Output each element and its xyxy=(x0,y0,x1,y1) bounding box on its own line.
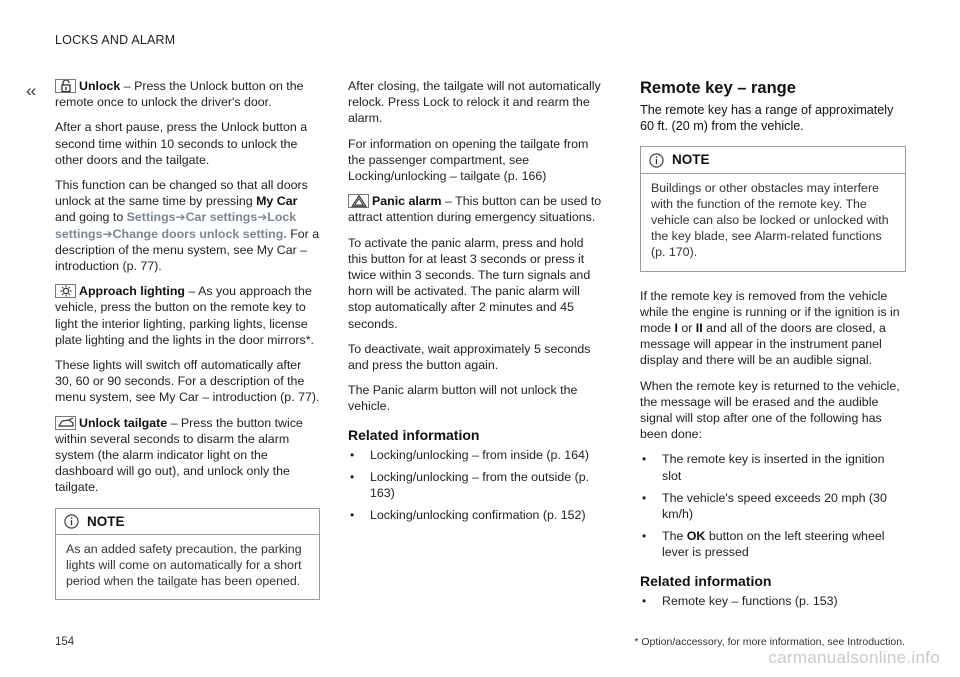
unlock-second-paragraph: After a short pause, press the Unlock button a second time within 10 seconds to unlock the other doors and the tailgate. xyxy=(55,120,308,167)
list-item[interactable]: • Remote key – functions (p. 153) xyxy=(640,593,906,609)
ok-label: OK xyxy=(686,529,706,544)
removed-key-paragraph xyxy=(640,288,906,369)
page-number: 154 xyxy=(55,636,75,648)
list-item xyxy=(640,528,906,560)
column-3 xyxy=(640,78,906,615)
related-info-heading: Related information xyxy=(640,572,772,589)
related-info-heading: Related information xyxy=(348,426,480,443)
panic-paragraph xyxy=(348,193,606,225)
warning-triangle-icon xyxy=(348,194,369,208)
tailgate-label: Unlock tailgate xyxy=(79,415,168,430)
page-header: LOCKS AND ALARM xyxy=(55,33,176,47)
note-body: Buildings or other obstacles may interfere with the function of the remote key. The vehicle can also be locked or unlocked with the key blade, see Alarm-related functions (p. 170). xyxy=(651,180,889,260)
menu-settings: Settings xyxy=(126,210,176,225)
list-item[interactable]: • Locking/unlocking – from inside (p. 164) xyxy=(348,447,606,463)
my-car-label: My Car xyxy=(256,194,298,209)
unlock-paragraph xyxy=(55,78,320,110)
mode-ii: II xyxy=(695,321,703,336)
list-item[interactable]: • Locking/unlocking – from the outside (p. 163) xyxy=(348,469,606,501)
note-header xyxy=(56,509,319,535)
unlock-setting-paragraph xyxy=(55,177,320,274)
note-header xyxy=(641,147,905,173)
info-icon xyxy=(649,153,664,168)
watermark: carmanualsonline.info xyxy=(768,648,940,667)
footnote: * Option/accessory, for more information, see Introduction. xyxy=(634,636,905,648)
setting-text-a: This function can be changed so that all doors unlock at the same time by pressing xyxy=(55,178,308,209)
approach-paragraph xyxy=(55,283,320,348)
tailgate-text: – Press the button twice within several seconds to disarm the alarm system (the alarm indicator light on the dashboard will go out), and unlock only the tailgate. xyxy=(55,415,303,495)
unlock-icon xyxy=(55,79,76,93)
panic-text: – This button can be used to attract attention during emergency situations. xyxy=(348,194,602,225)
lights-off-paragraph: These lights will switch off automatically after 30, 60 or 90 seconds. For a description of the menu system, see My Car – introduction (p. 77). xyxy=(55,358,320,405)
mode-i: I xyxy=(674,321,678,336)
note-title: NOTE xyxy=(87,513,125,529)
returned-key-paragraph: When the remote key is returned to the vehicle, the message will be erased and the audible signal will stop after one of the following has been done: xyxy=(640,378,900,442)
note-body: As an added safety precaution, the parking lights will come on automatically for a short period when the tailgate has been opened. xyxy=(66,541,302,589)
section-intro: The remote key has a range of approximately 60 ft. (20 m) from the vehicle. xyxy=(640,103,894,134)
approach-label: Approach lighting xyxy=(79,284,185,299)
unlock-text: – Press the Unlock button on the remote once to unlock the driver's door. xyxy=(55,79,304,110)
menu-car-settings: Car settings xyxy=(185,210,258,225)
arrow-right-icon: ➔ xyxy=(175,210,186,225)
tailgate-info-paragraph: For information on opening the tailgate from the passenger compartment, see Locking/unlocking – tailgate (p. 166) xyxy=(348,136,589,184)
list-item[interactable]: • Locking/unlocking confirmation (p. 152) xyxy=(348,507,606,523)
unlock-label: Unlock xyxy=(79,79,121,93)
note-title: NOTE xyxy=(672,152,710,168)
continuation-mark: ‹‹ xyxy=(26,81,36,100)
removed-text-a: If the remote key is removed from the vehicle while the engine is running or if the ignition is in mode xyxy=(640,288,900,336)
bullet-text-a: The xyxy=(662,529,687,544)
panic-label: Panic alarm xyxy=(372,194,442,209)
approach-text: – As you approach the vehicle, press the button on the remote key to light the interior lighting, parking lights, license plate lighting and the lights in the door mirrors*. xyxy=(55,284,314,347)
panic-deactivate-paragraph: To deactivate, wait approximately 5 seconds and press the button again. xyxy=(348,341,591,373)
panic-activate-paragraph: To activate the panic alarm, press and hold this button for at least 3 seconds or press it twice within 3 seconds. The turn signals and horn will be activated. The panic alarm will stop automatically after 2 minutes and 45 seconds. xyxy=(348,235,591,331)
light-icon xyxy=(55,284,76,298)
column-1 xyxy=(55,78,320,610)
arrow-right-icon: ➔ xyxy=(102,226,113,241)
related-info-list xyxy=(348,447,606,524)
note-box xyxy=(640,146,906,271)
relock-paragraph: After closing, the tailgate will not automatically relock. Press Lock to relock it and rearm the alarm. xyxy=(348,79,601,126)
panic-unlock-paragraph: The Panic alarm button will not unlock the vehicle. xyxy=(348,383,578,414)
menu-lock-settings: Lock settings xyxy=(55,210,297,241)
tailgate-icon xyxy=(55,416,76,430)
arrow-right-icon: ➔ xyxy=(257,210,268,225)
related-info-list xyxy=(640,593,906,609)
setting-text-c: For a description of the menu system, see My Car – introduction (p. 77). xyxy=(55,226,320,274)
tailgate-paragraph xyxy=(55,415,320,496)
setting-text-b: and going to xyxy=(55,210,127,225)
removed-text-or: or xyxy=(677,321,696,336)
bullet-text-b: button on the left steering wheel lever is pressed xyxy=(662,529,885,560)
note-box xyxy=(55,508,320,601)
list-item: • The vehicle's speed exceeds 20 mph (30 km/h) xyxy=(640,490,906,522)
section-title: Remote key – range xyxy=(640,79,796,97)
menu-change-doors-unlock: Change doors unlock setting. xyxy=(112,226,287,241)
conditions-list xyxy=(640,451,906,560)
info-icon xyxy=(64,514,79,529)
removed-text-b: and all of the doors are closed, a message will appear in the instrument panel display and there will be an audible signal. xyxy=(640,321,886,368)
list-item: • The remote key is inserted in the ignition slot xyxy=(640,451,906,483)
column-2 xyxy=(348,78,606,530)
